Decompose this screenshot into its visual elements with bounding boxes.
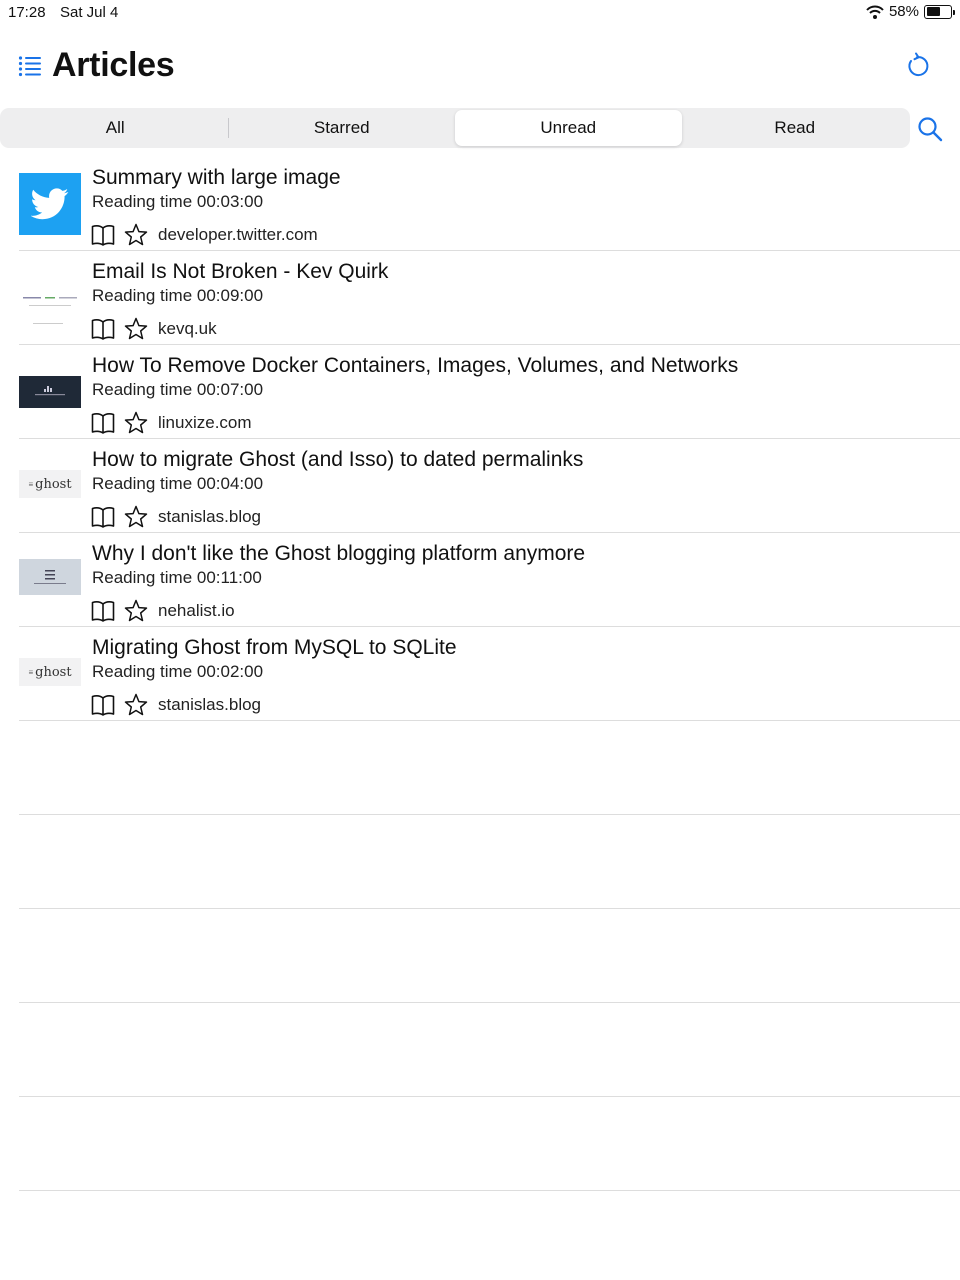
empty-row bbox=[19, 1097, 960, 1191]
article-domain: linuxize.com bbox=[158, 413, 252, 432]
article-row[interactable] bbox=[19, 533, 960, 627]
thumbnail-image bbox=[33, 384, 67, 400]
battery-fill bbox=[927, 7, 940, 16]
segment-label: Unread bbox=[540, 118, 597, 137]
segment-label: All bbox=[105, 118, 125, 137]
battery-icon bbox=[924, 5, 952, 19]
empty-row bbox=[19, 1003, 960, 1097]
segment-label: Read bbox=[774, 118, 816, 137]
article-row[interactable] bbox=[19, 439, 960, 533]
reading-time: Reading time 00:07:00 bbox=[92, 380, 264, 399]
article-title: Email Is Not Broken - Kev Quirk bbox=[92, 260, 389, 283]
thumbnail-image bbox=[19, 267, 81, 329]
star-icon[interactable] bbox=[124, 411, 148, 435]
article-actions bbox=[91, 411, 252, 435]
article-domain: stanislas.blog bbox=[158, 695, 262, 714]
book-icon[interactable] bbox=[91, 318, 115, 340]
article-thumbnail bbox=[19, 470, 81, 498]
segment-all[interactable] bbox=[2, 110, 229, 146]
status-indicators bbox=[866, 3, 952, 20]
book-icon[interactable] bbox=[91, 506, 115, 528]
search-icon[interactable] bbox=[916, 115, 944, 143]
thumbnail-image bbox=[30, 567, 70, 587]
article-actions bbox=[91, 599, 235, 623]
segment-starred[interactable] bbox=[229, 110, 456, 146]
empty-row bbox=[19, 909, 960, 1003]
article-actions bbox=[91, 505, 261, 529]
star-icon[interactable] bbox=[124, 505, 148, 529]
article-actions bbox=[91, 223, 318, 247]
article-title: How To Remove Docker Containers, Images, Volumes, and Networks bbox=[92, 354, 739, 377]
reading-time: Reading time 00:09:00 bbox=[92, 286, 264, 305]
article-thumbnail bbox=[19, 559, 81, 595]
star-icon[interactable] bbox=[124, 599, 148, 623]
reading-time: Reading time 00:11:00 bbox=[92, 568, 262, 587]
article-thumbnail bbox=[19, 173, 81, 235]
status-date: Sat Jul 4 bbox=[60, 4, 119, 21]
article-domain: developer.twitter.com bbox=[158, 225, 318, 244]
article-domain: kevq.uk bbox=[158, 319, 217, 338]
thumbnail-logo-text: ghost bbox=[35, 664, 72, 680]
article-row[interactable] bbox=[19, 251, 960, 345]
article-domain: stanislas.blog bbox=[158, 507, 262, 526]
battery-percent: 58% bbox=[888, 3, 919, 20]
book-icon[interactable] bbox=[91, 600, 115, 622]
article-row[interactable] bbox=[19, 345, 960, 439]
star-icon[interactable] bbox=[124, 317, 148, 341]
star-icon[interactable] bbox=[124, 223, 148, 247]
twitter-bird-icon bbox=[31, 188, 69, 220]
article-title: How to migrate Ghost (and Isso) to dated permalinks bbox=[92, 448, 584, 471]
article-title: Summary with large image bbox=[92, 166, 341, 189]
segment-read[interactable] bbox=[682, 110, 909, 146]
article-actions bbox=[91, 693, 261, 717]
reading-time: Reading time 00:02:00 bbox=[92, 662, 264, 681]
empty-row bbox=[19, 721, 960, 815]
thumbnail-logo-text: ghost bbox=[35, 476, 72, 492]
filter-segmented-control bbox=[0, 108, 910, 148]
navigation-bar bbox=[0, 40, 960, 96]
article-thumbnail bbox=[19, 658, 81, 686]
article-title: Why I don't like the Ghost blogging platform anymore bbox=[92, 542, 586, 565]
article-title: Migrating Ghost from MySQL to SQLite bbox=[92, 636, 457, 659]
reading-time: Reading time 00:03:00 bbox=[92, 192, 264, 211]
article-row[interactable] bbox=[19, 157, 960, 251]
page-title: Articles bbox=[52, 46, 175, 84]
refresh-icon[interactable] bbox=[904, 52, 932, 80]
article-list bbox=[0, 157, 960, 1191]
status-bar bbox=[0, 0, 960, 26]
list-icon[interactable] bbox=[18, 55, 42, 77]
article-actions bbox=[91, 317, 217, 341]
status-time: 17:28 bbox=[8, 4, 46, 21]
article-thumbnail bbox=[19, 376, 81, 408]
star-icon[interactable] bbox=[124, 693, 148, 717]
book-icon[interactable] bbox=[91, 694, 115, 716]
article-domain: nehalist.io bbox=[158, 601, 235, 620]
wifi-icon bbox=[866, 5, 884, 19]
segment-unread[interactable] bbox=[455, 110, 682, 146]
segment-label: Starred bbox=[313, 118, 370, 137]
reading-time: Reading time 00:04:00 bbox=[92, 474, 264, 493]
article-thumbnail bbox=[19, 267, 81, 329]
empty-row bbox=[19, 815, 960, 909]
ghost-logo-icon: ≡ bbox=[28, 479, 34, 489]
ghost-logo-icon: ≡ bbox=[28, 667, 34, 677]
book-icon[interactable] bbox=[91, 412, 115, 434]
article-row[interactable] bbox=[19, 627, 960, 721]
book-icon[interactable] bbox=[91, 224, 115, 246]
